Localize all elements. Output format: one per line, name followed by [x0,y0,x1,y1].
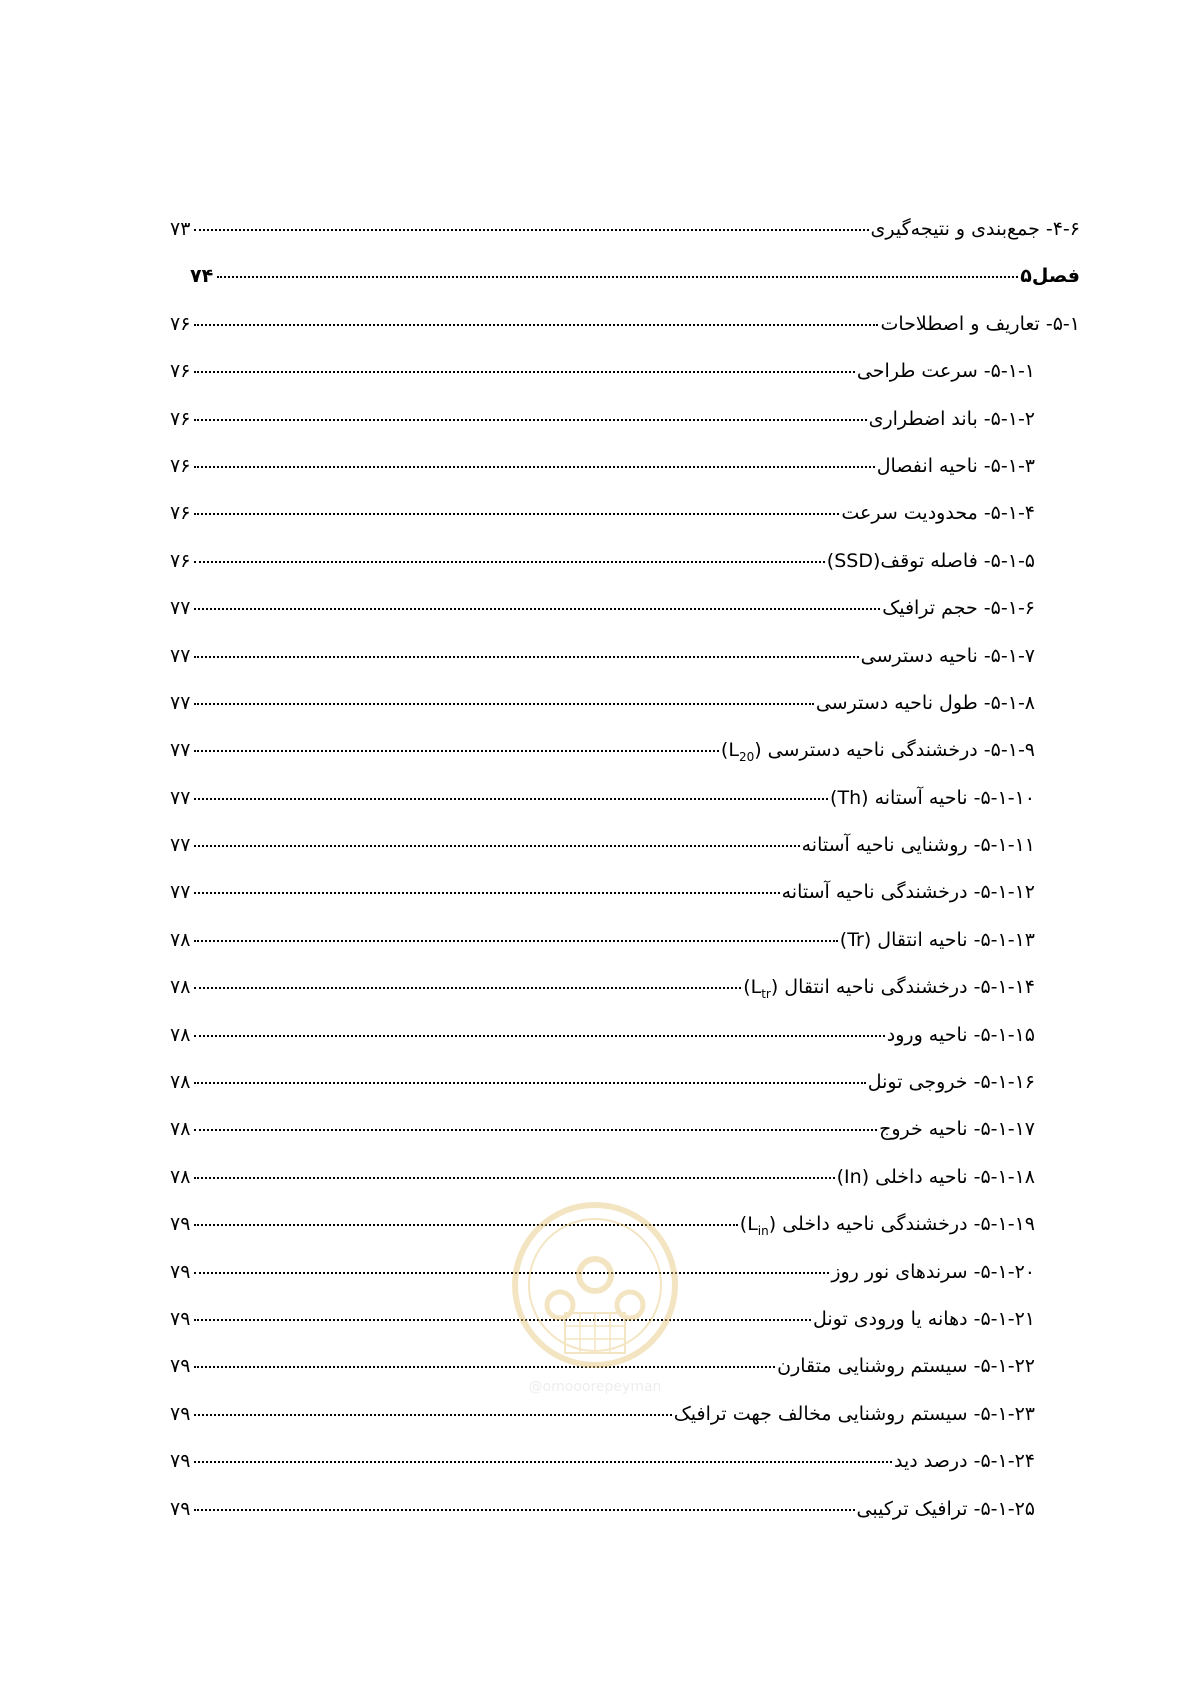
toc-row[interactable] [170,408,1080,455]
watermark-seal-icon [505,1195,685,1395]
toc-page-number: ۷۹ [170,1402,191,1425]
toc-page-number: ۷۹ [170,1497,191,1520]
dot-leader [194,1082,865,1084]
watermark-handle: @omooorepeyman [528,1379,662,1395]
toc-page-number: ۷۷ [170,881,191,904]
dot-leader [194,845,799,847]
toc-row[interactable] [170,692,1080,739]
toc-row[interactable] [170,218,1080,265]
dot-leader [194,656,858,658]
toc-entry-title: ۵-۱-۲۴- درصد دید [894,1450,1035,1473]
toc-entry-title: ۵-۱- تعاریف و اصطلاحات [880,312,1080,335]
toc-row[interactable] [170,929,1080,976]
toc-entry-title: ۵-۱-۹- درخشندگی ناحیه دسترسی $(L_{20})$ [720,739,1035,765]
dot-leader [194,1035,884,1037]
dot-leader [194,513,839,515]
toc-entry-title: فصل۵ [1020,265,1080,288]
toc-page-number: ۷۸ [170,928,191,951]
toc-entry-title: ۴-۶- جمع‌بندی و نتیجه‌گیری [870,218,1080,240]
toc-page-number: ۷۹ [170,1355,191,1378]
toc-row[interactable] [170,1498,1080,1545]
toc-entry-title: ۵-۱-۱۳- ناحیه انتقال (Tr) [839,928,1035,951]
toc-entry-title: ۵-۱-۱- سرعت طراحی [856,360,1035,383]
dot-leader [194,608,880,610]
dot-leader [194,1177,834,1179]
toc-page-number: ۷۹ [170,1450,191,1473]
toc-entry-title: ۵-۱-۱۷- ناحیه خروج [879,1118,1035,1141]
toc-entry-title: ۵-۱-۶- حجم ترافیک [882,597,1035,620]
toc-page-number: ۷۷ [170,834,191,857]
dot-leader [194,1129,877,1131]
dot-leader [194,703,813,705]
dot-leader [194,892,779,894]
toc-entry-title: ۵-۱-۱۵- ناحیه ورود [886,1023,1035,1046]
toc-page-number: ۷۳ [170,218,191,240]
dot-leader [194,940,837,942]
toc-entry-title: ۵-۱-۱۹- درخشندگی ناحیه داخلی $(L_{in})$ [739,1213,1035,1238]
toc-entry-title: ۵-۱-۸- طول ناحیه دسترسی [815,691,1035,714]
toc-row[interactable] [170,455,1080,502]
toc-row[interactable] [170,787,1080,834]
toc-page-number: ۷۶ [170,360,191,383]
toc-row[interactable] [170,739,1080,786]
dot-leader [194,466,874,468]
toc-page-number: ۷۶ [170,312,191,335]
toc-row[interactable] [170,881,1080,928]
toc-page-number: ۷۷ [170,786,191,809]
dot-leader [194,987,741,989]
toc-page-number: ۷۷ [170,644,191,667]
dot-leader [194,371,854,373]
dot-leader [217,276,1018,278]
toc-entry-title: ۵-۱-۲۲- سیستم روشنایی متقارن [777,1355,1035,1378]
toc-row[interactable] [170,1118,1080,1165]
dot-leader [194,1366,775,1368]
toc-page-number: ۷۷ [170,739,191,762]
toc-page-number: ۷۹ [170,1307,191,1330]
toc-row[interactable] [170,313,1080,360]
toc-row[interactable] [170,597,1080,644]
dot-leader [194,229,868,231]
dot-leader [194,1509,854,1511]
toc-entry-title: ۵-۱-۴- محدودیت سرعت [841,502,1035,525]
toc-row[interactable] [170,550,1080,597]
toc-row[interactable] [170,1450,1080,1497]
toc-page-number: ۷۹ [170,1260,191,1283]
toc-page-number: ۷۹ [170,1213,191,1236]
dot-leader [194,1319,811,1321]
toc-page-number: ۷۶ [170,407,191,430]
toc-entry-title: ۵-۱-۷- ناحیه دسترسی [860,644,1035,667]
toc-row[interactable] [170,645,1080,692]
toc-entry-title: ۵-۱-۳- ناحیه انفصال [876,454,1035,477]
dot-leader [194,324,878,326]
toc-page-number: ۷۸ [170,1071,191,1094]
toc-row[interactable] [170,1403,1080,1450]
dot-leader [194,1414,671,1416]
dot-leader [194,419,866,421]
toc-entry-title: ۵-۱-۱۲- درخشندگی ناحیه آستانه [781,881,1035,904]
dot-leader [194,750,719,752]
toc-page-number: ۷۶ [170,502,191,525]
toc-page-number: ۷۸ [170,1118,191,1141]
toc-entry-title: ۵-۱-۲۳- سیستم روشنایی مخالف جهت ترافیک [673,1402,1035,1425]
dot-leader [194,1461,892,1463]
toc-entry-title: ۵-۱-۲۵- ترافیک ترکیبی [856,1497,1035,1520]
toc-page-number: ۷۶ [170,454,191,477]
toc-entry-title: ۵-۱-۱۰- ناحیه آستانه (Th) [830,786,1035,809]
toc-row[interactable] [170,265,1080,312]
toc-page-number: ۷۴ [190,265,214,288]
toc-row[interactable] [170,360,1080,407]
toc-page-number: ۷۷ [170,691,191,714]
toc-entry-title: ۵-۱-۲- باند اضطراری [868,407,1035,430]
toc-page-number: ۷۶ [170,549,191,572]
toc-entry-title: ۵-۱-۱۱- روشنایی ناحیه آستانه [801,834,1035,857]
toc-entry-title: ۵-۱-۲۰- سرندهای نور روز [831,1260,1035,1283]
dot-leader [194,561,824,563]
dot-leader [194,798,828,800]
toc-row[interactable] [170,1071,1080,1118]
toc-entry-title: ۵-۱-۱۶- خروجی تونل [867,1071,1035,1094]
toc-row[interactable] [170,1024,1080,1071]
toc-page-number: ۷۸ [170,1165,191,1188]
toc-entry-title: ۵-۱-۱۴- درخشندگی ناحیه انتقال $(L_{tr})$ [743,976,1035,1002]
toc-page-number: ۷۸ [170,976,191,999]
toc-entry-title: ۵-۱-۵- فاصله توقف(SSD) [826,549,1035,572]
toc-page-number: ۷۸ [170,1023,191,1046]
toc-row[interactable] [170,976,1080,1023]
toc-entry-title: ۵-۱-۲۱- دهانه یا ورودی تونل [812,1307,1035,1330]
toc-page-number: ۷۷ [170,597,191,620]
toc-row[interactable] [170,502,1080,549]
toc-entry-title: ۵-۱-۱۸- ناحیه داخلی (In) [836,1165,1035,1188]
toc-row[interactable] [170,834,1080,881]
